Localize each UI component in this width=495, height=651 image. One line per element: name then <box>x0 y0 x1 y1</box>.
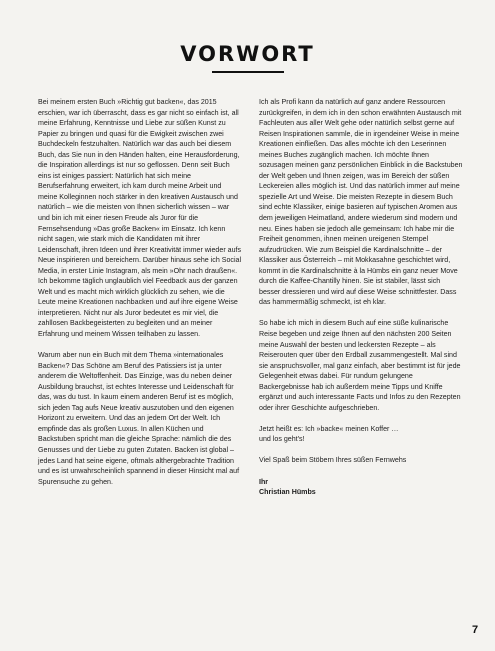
paragraph: Warum aber nun ein Buch mit dem Thema »internationales Backen«? Das Schöne am Beruf des Patissiers ist ja unter anderem die Weltoffenheit. Das Einzige, was du neben deiner Ausbildung brauchst, ist echtes Interesse und Leidenschaft für das, was du tust. In kaum einem anderen Beruf ist es möglich, sich jeden Tag aufs Neue kreativ auszutoben und den eigenen Horizont zu erweitern. Und das an jedem Ort der Welt. Ich empfinde das als großen Luxus. In allen Küchen und Backstuben spricht man die gleiche Sprache: nämlich die des Genusses und der Liebe zu guten Zutaten. Backen ist global – jedes Land hat seine eigene, oftmals althergebrachte Tradition und es ist unwahrscheinlich spannend in dieser Hinsicht mal auf Spurensuche zu gehen. <box>38 351 240 486</box>
paragraph: Ich als Profi kann da natürlich auf ganz andere Ressourcen zurückgreifen, in dem ich in den schon erwähnten Austausch mit Fachleuten aus aller Welt gehe oder natürlich selbst gerne auf Reisen Inspirationen sammle, die in irgendeiner Weise in meine Kreationen einfließen. Das alles möchte ich den Leserinnen meines Buches zugänglich machen. Ich möchte Ihnen sozusagen meinen ganz persönlichen Einblick in die Backstuben der Welt geben und Ihnen zeigen, was im Bereich der süßen Leckereien alles möglich ist. Und das natürlich immer auf meine spezielle Art und Weise. Die meisten Rezepte in diesem Buch sind echte Klassiker, einige basieren auf typischen Aromen aus dem jeweiligen Heimatland, andere wiederum sind modern und neu. Eines haben sie jedoch alle gemeinsam: Ich habe mir die Freiheit genommen, ihnen meinen ureigenen Stempel aufzudrücken. Wie zum Beispiel die Kardinalschnitte – der Klassiker aus Österreich – mit Mokkasahne geschichtet wird, kommt in die Kardinalschnitte à la Hümbs ein ganz neuer Move durch die Kaffee-Chantilly hinen. Sie ist stabiler, lässt sich besser dressieren und wird auf diese Weise schnittfester. Dass das hammermäßig schmeckt, ist eh klar. <box>259 98 463 307</box>
page-number: 7 <box>472 624 479 636</box>
right-column <box>259 97 463 508</box>
left-column <box>38 97 242 498</box>
paragraph: Viel Spaß beim Stöbern Ihres süßen Fernwehs <box>259 456 407 465</box>
signature-greeting: Ihr <box>259 477 269 486</box>
paragraph: Bei meinem ersten Buch »Richtig gut backen«, das 2015 erschien, war ich überrascht, dass es gar nicht so einfach ist, all meine Erfahrung, Kenntnisse und Liebe zur süßen Kunst zu Papier zu bringen und quasi für die Ewigkeit zwischen zwei Buchdeckeln festzuhalten. Natürlich war das auch bei diesem Buch, das Sie nun in den Händen halten, eine Herausforderung, die Inspiration allerdings ist nur so geflossen. Denn seit Buch eins ist einiges passiert: Natürlich hat sich meine Berufserfahrung erweitert, ich kam durch meine Arbeit und meine Kolleginnen noch stärker in den kreativen Austausch und natürlich – wie die meisten von Ihnen sicherlich wissen – war und bin ich mit einer riesen Freude als Juror für die Fernsehsendung »Das große Backen« im Einsatz. Ich kenn nicht sagen, wie stark mich die Kandidaten mit ihrer Leidenschaft, ihren Ideen und ihrer Kreativität immer wieder aufs Neue inspirieren und bereichern. Darüber hinaus sehe ich Social Media, in erster Linie Instagram, als mein »Ohr nach draußen«. Ich bekomme täglich unglaublich viel Feedback aus der ganzen Welt und es macht mich wirklich glücklich zu sehen, wie die Leute meine Kreationen nachbacken und auf ihre eigene Weise interpretieren. Nicht nur als Juror bedeutet es mir viel, die zahllosen Backbegeisterten zu begleiten und an meiner Erfahrung und meinem Wissen teilhaben zu lassen. <box>38 98 242 339</box>
signature <box>259 477 463 498</box>
title-underline <box>212 71 284 73</box>
paragraph: So habe ich mich in diesem Buch auf eine süße kulinarische Reise begeben und zeige Ihnen auf den nächsten 200 Seiten meine Auswahl der besten und leckersten Rezepte – als Reiserouten quer über den Erdball zusammengestellt. Mal sind sie anspruchsvoller, mal ganz einfach, aber bestimmt ist für jede Gelegenheit etwas dabei. Für rundum gelungene Backergebnisse hab ich außerdem meine Tipps und Kniffe ergänzt und auch interessante Facts und Infos zu den Rezepten oder ihrer Geschichte aufgeschrieben. <box>259 319 461 412</box>
page-title: VORWORT <box>180 42 315 66</box>
paragraph: und los geht's! <box>259 435 305 444</box>
paragraph: Jetzt heißt es: Ich »backe« meinen Koffer … <box>259 424 399 433</box>
signature-name: Christian Hümbs <box>259 488 316 497</box>
